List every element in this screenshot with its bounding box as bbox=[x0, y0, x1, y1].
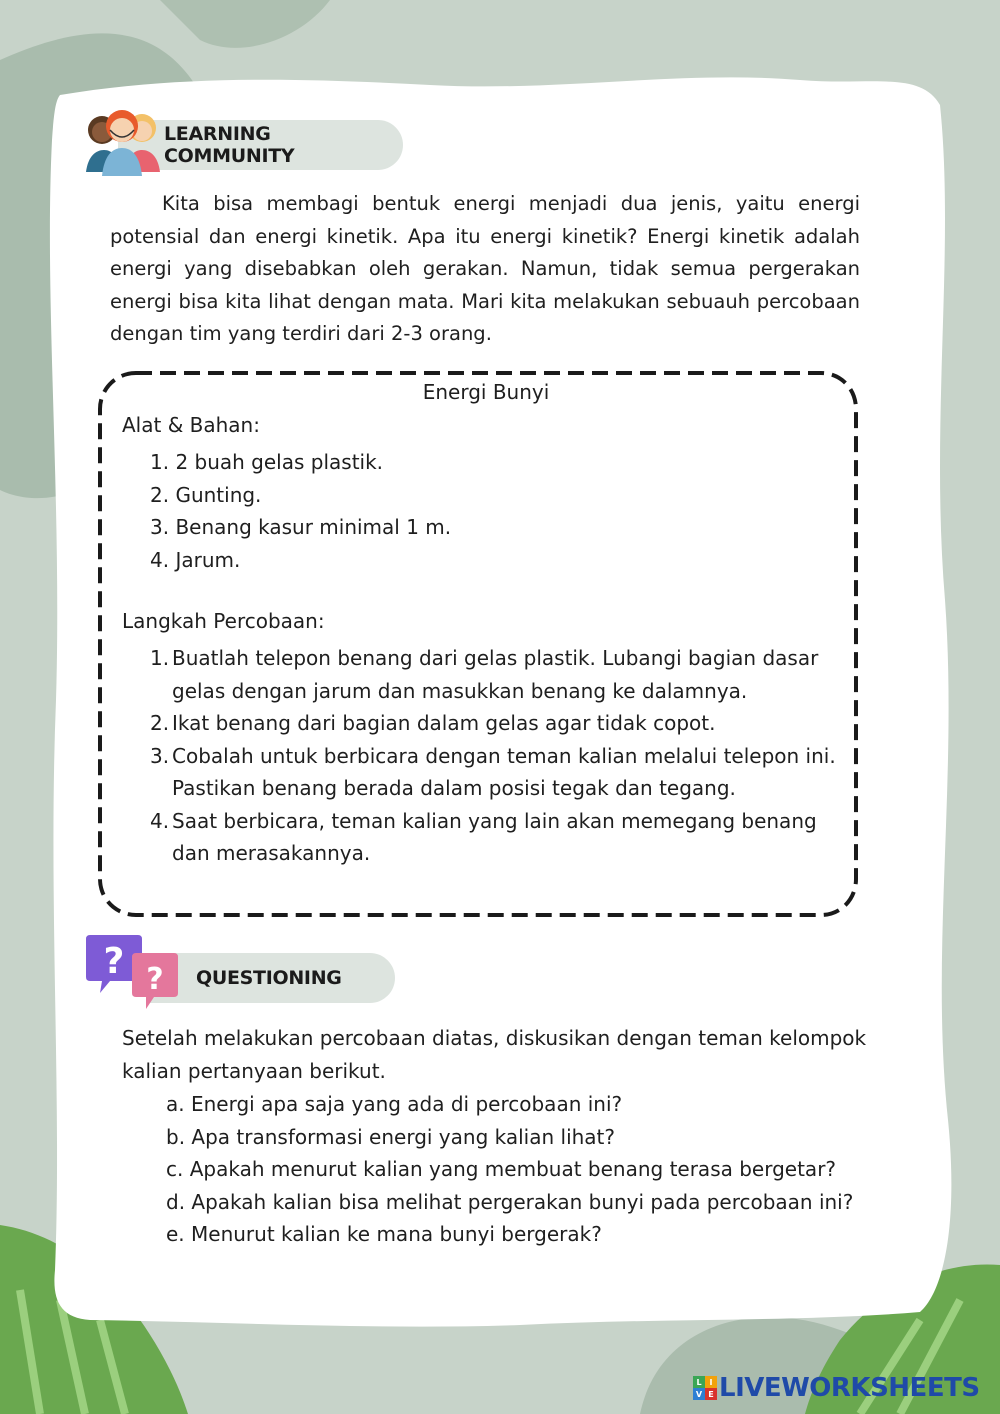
liveworksheets-logo-icon: L I V E bbox=[693, 1376, 717, 1400]
list-item: c. Apakah menurut kalian yang membuat benang terasa bergetar? bbox=[166, 1157, 837, 1181]
list-item: 3. Benang kasur minimal 1 m. bbox=[150, 515, 452, 539]
liveworksheets-logo[interactable] bbox=[693, 1373, 980, 1403]
step-number: 4. bbox=[150, 808, 170, 833]
steps-list bbox=[150, 642, 850, 870]
questioning-title: QUESTIONING bbox=[196, 967, 342, 989]
question-bubbles-icon bbox=[82, 933, 182, 1013]
step-text: Cobalah untuk berbicara dengan teman kalian melalui telepon ini. Pastikan benang berada dalam posisi tegak dan tegang. bbox=[172, 743, 836, 800]
svg-text:?: ? bbox=[146, 962, 164, 997]
materials-heading: Alat & Bahan: bbox=[122, 413, 260, 437]
list-item bbox=[150, 642, 850, 707]
list-item bbox=[150, 707, 850, 740]
experiment-title: Energi Bunyi bbox=[422, 380, 550, 404]
step-number: 3. bbox=[150, 743, 170, 768]
list-item: 2. Gunting. bbox=[150, 482, 262, 507]
list-item: e. Menurut kalian ke mana bunyi bergerak? bbox=[166, 1222, 602, 1246]
list-item: a. Energi apa saja yang ada di percobaan ini? bbox=[166, 1092, 623, 1116]
learning-community-title: LEARNING COMMUNITY bbox=[164, 123, 295, 167]
intro-paragraph: Kita bisa membagi bentuk energi menjadi dua jenis, yaitu energi potensial dan energi kinetik. Apa itu energi kinetik? Energi kinetik adalah energi yang disebabkan oleh gerakan. Namun, tidak semua pergerakan energi bisa kita lihat dengan mata. Mari kita melakukan sebuauh percobaan dengan tim yang terdiri dari 2-3 orang. bbox=[110, 192, 860, 345]
step-number: 2. bbox=[150, 711, 170, 735]
people-group-icon bbox=[82, 100, 164, 176]
step-number: 1. bbox=[150, 646, 170, 670]
step-text: Ikat benang dari bagian dalam gelas agar tidak copot. bbox=[172, 711, 716, 735]
list-item: b. Apa transformasi energi yang kalian lihat? bbox=[166, 1124, 616, 1149]
list-item: 4. Jarum. bbox=[150, 547, 241, 572]
step-text: Saat berbicara, teman kalian yang lain akan memegang benang dan merasakannya. bbox=[172, 808, 817, 865]
list-item: 1. 2 buah gelas plastik. bbox=[150, 450, 384, 474]
list-item bbox=[150, 805, 850, 870]
questions-list bbox=[166, 1088, 853, 1251]
step-text: Buatlah telepon benang dari gelas plastik. Lubangi bagian dasar gelas dengan jarum dan masukkan benang ke dalamnya. bbox=[172, 646, 819, 703]
list-item bbox=[150, 740, 850, 805]
questioning-intro: Setelah melakukan percobaan diatas, diskusikan dengan teman kelompok kalian pertanyaan berikut. bbox=[122, 1026, 867, 1083]
questioning-badge bbox=[150, 953, 395, 1003]
materials-list bbox=[150, 446, 451, 576]
learning-community-intro bbox=[110, 188, 860, 351]
steps-heading: Langkah Percobaan: bbox=[122, 609, 325, 633]
list-item: d. Apakah kalian bisa melihat pergerakan bunyi pada percobaan ini? bbox=[166, 1189, 854, 1214]
liveworksheets-logo-text: LIVEWORKSHEETS bbox=[719, 1373, 980, 1403]
svg-text:?: ? bbox=[103, 941, 125, 982]
